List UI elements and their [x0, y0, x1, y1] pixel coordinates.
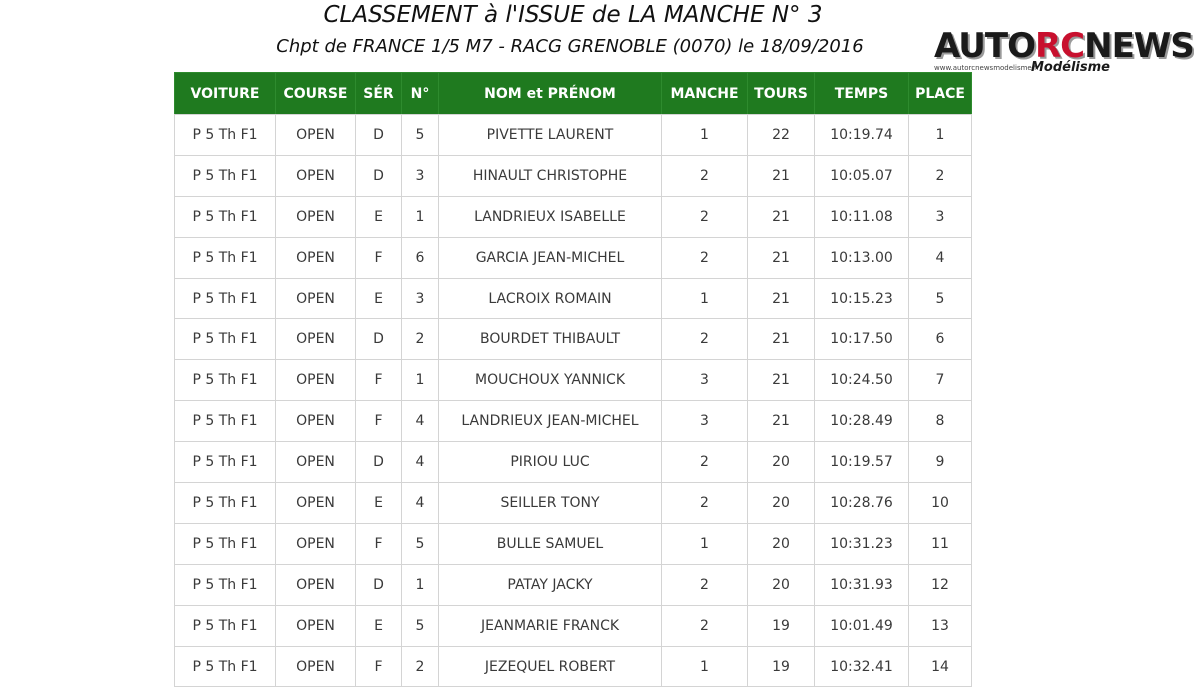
cell-serie: D [356, 442, 402, 483]
cell-temps: 10:19.57 [815, 442, 909, 483]
cell-tours: 19 [748, 605, 815, 646]
cell-serie: E [356, 605, 402, 646]
cell-nom-prenom: JEZEQUEL ROBERT [439, 646, 662, 687]
cell-course: OPEN [276, 278, 356, 319]
cell-voiture: P 5 Th F1 [175, 564, 276, 605]
cell-temps: 10:15.23 [815, 278, 909, 319]
cell-voiture: P 5 Th F1 [175, 646, 276, 687]
cell-manche: 2 [662, 155, 748, 196]
cell-nom-prenom: GARCIA JEAN-MICHEL [439, 237, 662, 278]
table-row [175, 605, 972, 646]
cell-manche: 2 [662, 564, 748, 605]
cell-place: 10 [909, 483, 972, 524]
cell-course: OPEN [276, 523, 356, 564]
cell-tours: 21 [748, 196, 815, 237]
cell-place: 4 [909, 237, 972, 278]
cell-place: 11 [909, 523, 972, 564]
table-row [175, 155, 972, 196]
cell-manche: 2 [662, 319, 748, 360]
cell-nom-prenom: LANDRIEUX JEAN-MICHEL [439, 401, 662, 442]
cell-course: OPEN [276, 115, 356, 156]
table-row [175, 401, 972, 442]
cell-temps: 10:24.50 [815, 360, 909, 401]
column-header-temps: TEMPS [815, 73, 909, 115]
cell-course: OPEN [276, 401, 356, 442]
cell-course: OPEN [276, 483, 356, 524]
cell-temps: 10:28.49 [815, 401, 909, 442]
table-row [175, 483, 972, 524]
cell-numero: 1 [402, 360, 439, 401]
cell-manche: 2 [662, 605, 748, 646]
cell-place: 12 [909, 564, 972, 605]
table-header-row [175, 73, 972, 115]
cell-place: 7 [909, 360, 972, 401]
cell-serie: F [356, 360, 402, 401]
cell-numero: 1 [402, 564, 439, 605]
cell-temps: 10:17.50 [815, 319, 909, 360]
cell-voiture: P 5 Th F1 [175, 196, 276, 237]
logo-tagline: Modélisme [1030, 60, 1110, 75]
cell-place: 9 [909, 442, 972, 483]
column-header-serie: SÉR [356, 73, 402, 115]
cell-nom-prenom: SEILLER TONY [439, 483, 662, 524]
cell-manche: 2 [662, 237, 748, 278]
table-row [175, 278, 972, 319]
cell-course: OPEN [276, 442, 356, 483]
table-row [175, 237, 972, 278]
cell-course: OPEN [276, 564, 356, 605]
table-row [175, 196, 972, 237]
cell-serie: D [356, 564, 402, 605]
cell-nom-prenom: BULLE SAMUEL [439, 523, 662, 564]
cell-nom-prenom: HINAULT CHRISTOPHE [439, 155, 662, 196]
cell-place: 13 [909, 605, 972, 646]
cell-voiture: P 5 Th F1 [175, 115, 276, 156]
cell-nom-prenom: JEANMARIE FRANCK [439, 605, 662, 646]
cell-voiture: P 5 Th F1 [175, 442, 276, 483]
results-table [174, 72, 972, 687]
cell-manche: 1 [662, 278, 748, 319]
cell-tours: 20 [748, 442, 815, 483]
cell-voiture: P 5 Th F1 [175, 605, 276, 646]
cell-manche: 1 [662, 646, 748, 687]
cell-manche: 3 [662, 360, 748, 401]
cell-voiture: P 5 Th F1 [175, 523, 276, 564]
cell-numero: 2 [402, 646, 439, 687]
logo-url: www.autorcnewsmodelisme.fr [934, 64, 1040, 72]
cell-course: OPEN [276, 319, 356, 360]
cell-numero: 1 [402, 196, 439, 237]
cell-serie: F [356, 523, 402, 564]
table-row [175, 360, 972, 401]
cell-temps: 10:01.49 [815, 605, 909, 646]
logo-word-auto: AUTO [934, 26, 1035, 66]
cell-serie: F [356, 646, 402, 687]
table-row [175, 564, 972, 605]
cell-tours: 21 [748, 278, 815, 319]
cell-place: 6 [909, 319, 972, 360]
cell-numero: 5 [402, 523, 439, 564]
cell-temps: 10:31.93 [815, 564, 909, 605]
column-header-voiture: VOITURE [175, 73, 276, 115]
results-body [175, 115, 972, 687]
cell-course: OPEN [276, 605, 356, 646]
table-row [175, 319, 972, 360]
cell-tours: 20 [748, 483, 815, 524]
cell-serie: D [356, 115, 402, 156]
cell-tours: 20 [748, 523, 815, 564]
cell-tours: 21 [748, 319, 815, 360]
cell-temps: 10:31.23 [815, 523, 909, 564]
cell-voiture: P 5 Th F1 [175, 278, 276, 319]
cell-serie: E [356, 278, 402, 319]
column-header-manche: MANCHE [662, 73, 748, 115]
cell-serie: F [356, 237, 402, 278]
cell-manche: 2 [662, 483, 748, 524]
logo-word-rc: RC [1034, 26, 1085, 66]
cell-course: OPEN [276, 196, 356, 237]
cell-numero: 3 [402, 278, 439, 319]
page-title: CLASSEMENT à l'ISSUE de LA MANCHE N° 3 [323, 2, 823, 28]
cell-tours: 21 [748, 155, 815, 196]
cell-serie: E [356, 196, 402, 237]
cell-voiture: P 5 Th F1 [175, 155, 276, 196]
cell-nom-prenom: PIVETTE LAURENT [439, 115, 662, 156]
column-header-tours: TOURS [748, 73, 815, 115]
cell-place: 5 [909, 278, 972, 319]
page-subtitle: Chpt de FRANCE 1/5 M7 - RACG GRENOBLE (0070) le 18/09/2016 [276, 36, 864, 57]
column-header-course: COURSE [276, 73, 356, 115]
cell-course: OPEN [276, 237, 356, 278]
cell-tours: 21 [748, 360, 815, 401]
cell-nom-prenom: LANDRIEUX ISABELLE [439, 196, 662, 237]
cell-numero: 5 [402, 605, 439, 646]
cell-temps: 10:19.74 [815, 115, 909, 156]
table-row [175, 523, 972, 564]
cell-tours: 20 [748, 564, 815, 605]
cell-nom-prenom: LACROIX ROMAIN [439, 278, 662, 319]
cell-tours: 21 [748, 401, 815, 442]
cell-tours: 21 [748, 237, 815, 278]
cell-numero: 6 [402, 237, 439, 278]
cell-numero: 5 [402, 115, 439, 156]
cell-temps: 10:32.41 [815, 646, 909, 687]
cell-place: 14 [909, 646, 972, 687]
cell-numero: 4 [402, 442, 439, 483]
cell-place: 2 [909, 155, 972, 196]
cell-manche: 3 [662, 401, 748, 442]
cell-manche: 2 [662, 196, 748, 237]
cell-voiture: P 5 Th F1 [175, 319, 276, 360]
cell-course: OPEN [276, 360, 356, 401]
cell-voiture: P 5 Th F1 [175, 483, 276, 524]
cell-serie: E [356, 483, 402, 524]
cell-manche: 1 [662, 523, 748, 564]
table-row [175, 442, 972, 483]
cell-numero: 4 [402, 483, 439, 524]
cell-course: OPEN [276, 646, 356, 687]
cell-numero: 2 [402, 319, 439, 360]
cell-serie: F [356, 401, 402, 442]
cell-manche: 1 [662, 115, 748, 156]
column-header-nom-prenom: NOM et PRÉNOM [439, 73, 662, 115]
column-header-numero: N° [402, 73, 439, 115]
cell-voiture: P 5 Th F1 [175, 401, 276, 442]
cell-temps: 10:05.07 [815, 155, 909, 196]
cell-nom-prenom: PIRIOU LUC [439, 442, 662, 483]
table-row [175, 646, 972, 687]
cell-course: OPEN [276, 155, 356, 196]
cell-nom-prenom: MOUCHOUX YANNICK [439, 360, 662, 401]
autorcnews-logo[interactable] [932, 26, 1194, 78]
cell-tours: 19 [748, 646, 815, 687]
cell-voiture: P 5 Th F1 [175, 237, 276, 278]
cell-place: 1 [909, 115, 972, 156]
cell-temps: 10:13.00 [815, 237, 909, 278]
cell-voiture: P 5 Th F1 [175, 360, 276, 401]
cell-serie: D [356, 319, 402, 360]
cell-nom-prenom: BOURDET THIBAULT [439, 319, 662, 360]
table-row [175, 115, 972, 156]
logo-word-news: NEWS [1084, 26, 1194, 66]
cell-temps: 10:11.08 [815, 196, 909, 237]
cell-serie: D [356, 155, 402, 196]
column-header-place: PLACE [909, 73, 972, 115]
cell-place: 8 [909, 401, 972, 442]
cell-nom-prenom: PATAY JACKY [439, 564, 662, 605]
cell-tours: 22 [748, 115, 815, 156]
cell-temps: 10:28.76 [815, 483, 909, 524]
cell-numero: 4 [402, 401, 439, 442]
cell-numero: 3 [402, 155, 439, 196]
cell-manche: 2 [662, 442, 748, 483]
cell-place: 3 [909, 196, 972, 237]
